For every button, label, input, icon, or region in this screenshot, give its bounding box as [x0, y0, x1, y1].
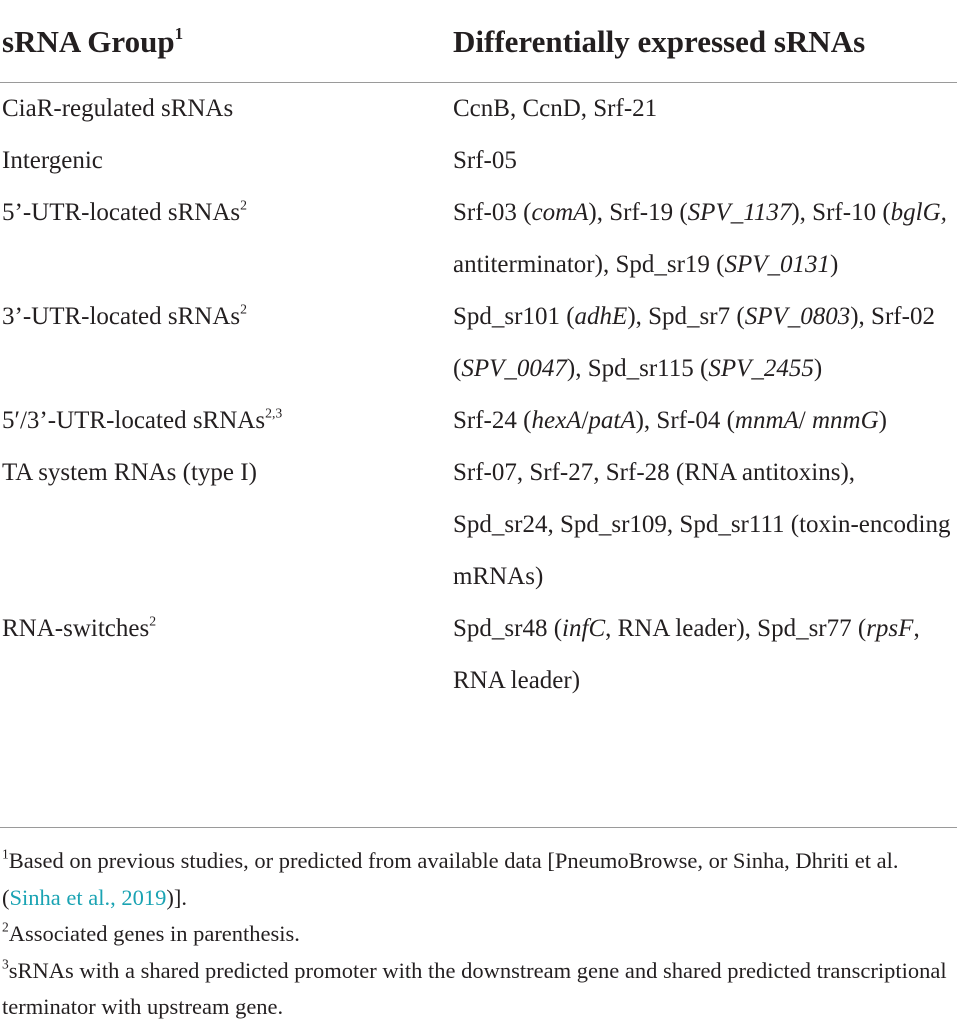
- footnote-3: $^3$sRNAs with a shared predicted promoter with the downstream gene and shared predicted transcriptional terminator with upstream gene.: [2, 956, 947, 1019]
- gene-name: mnmG: [811, 407, 879, 434]
- header-footnote-mark: 1: [174, 23, 184, 43]
- srna-list-cell: Spd_sr101 (adhE), Spd_sr7 (SPV_0803), Srf-02 (SPV_0047), Spd_sr115 (SPV_2455): [453, 303, 935, 382]
- gene-name: SPV_0131: [724, 251, 831, 278]
- footnote-mark: 2: [240, 301, 248, 317]
- gene-name: rpsF: [866, 615, 914, 642]
- footnotes: [2, 843, 952, 1026]
- table-row: [0, 135, 957, 187]
- table-row: [0, 603, 957, 723]
- gene-name: SPV_1137: [687, 199, 792, 226]
- srna-group-cell: CiaR-regulated sRNAs: [2, 95, 234, 122]
- table-bottom-rule: [0, 827, 957, 828]
- header-srna-group: sRNA Group$^1$: [0, 0, 451, 83]
- gene-name: patA: [588, 407, 636, 434]
- gene-name: bglG,: [890, 199, 947, 226]
- gene-name: mnmA: [734, 407, 799, 434]
- gene-name: infC: [562, 615, 606, 642]
- srna-group-cell: Intergenic: [2, 147, 103, 174]
- footnote-mark: 2: [240, 197, 248, 213]
- gene-name: comA: [531, 199, 589, 226]
- table-row: [0, 395, 957, 447]
- srna-list-cell: Srf-05: [453, 147, 517, 174]
- table-row: [0, 447, 957, 603]
- srna-group-cell: 5’-UTR-located sRNAs$^2$: [2, 197, 248, 226]
- srna-group-cell: 5′/3’-UTR-located sRNAs$^{2,3}$: [2, 405, 283, 434]
- srna-list-cell: Srf-24 (hexA/patA), Srf-04 (mnmA/ mnmG): [453, 407, 887, 434]
- gene-name: SPV_0803: [744, 303, 851, 330]
- footnote-mark: 2,3: [265, 405, 283, 421]
- table-body: [0, 83, 957, 724]
- footnote-mark: 2: [149, 613, 157, 629]
- srna-list-cell: Srf-07, Srf-27, Srf-28 (RNA antitoxins), Spd_sr24, Spd_sr109, Spd_sr111 (toxin-encoding mRNAs): [453, 459, 951, 590]
- srna-group-cell: RNA-switches$^2$: [2, 613, 157, 642]
- citation-link[interactable]: Sinha et al., 2019: [9, 884, 167, 910]
- gene-name: SPV_0047: [461, 355, 567, 382]
- gene-name: hexA: [531, 407, 582, 434]
- footnote-2: $^2$Associated genes in parenthesis.: [2, 919, 300, 946]
- srna-group-cell: 3’-UTR-located sRNAs$^2$: [2, 301, 248, 330]
- srna-list-cell: Srf-03 (comA), Srf-19 (SPV_1137), Srf-10 (bglG, antiterminator), Spd_sr19 (SPV_0131): [453, 199, 947, 278]
- header-differentially-expressed: Differentially expressed sRNAs: [451, 0, 957, 83]
- table-row: [0, 187, 957, 291]
- srna-group-cell: TA system RNAs (type I): [2, 459, 257, 486]
- srna-list-cell: Spd_sr48 (infC, RNA leader), Spd_sr77 (rpsF, RNA leader): [453, 615, 920, 694]
- footnote-1: $^1$Based on previous studies, or predicted from available data [PneumoBrowse, or Sinha, Dhriti et al. (Sinha et al., 2019)].: [2, 846, 899, 910]
- table-header-row: [0, 0, 957, 83]
- gene-name: adhE: [574, 303, 628, 330]
- gene-name: SPV_2455: [708, 355, 814, 382]
- table-row: [0, 83, 957, 136]
- table-row: [0, 291, 957, 395]
- srna-list-cell: CcnB, CcnD, Srf-21: [453, 95, 658, 122]
